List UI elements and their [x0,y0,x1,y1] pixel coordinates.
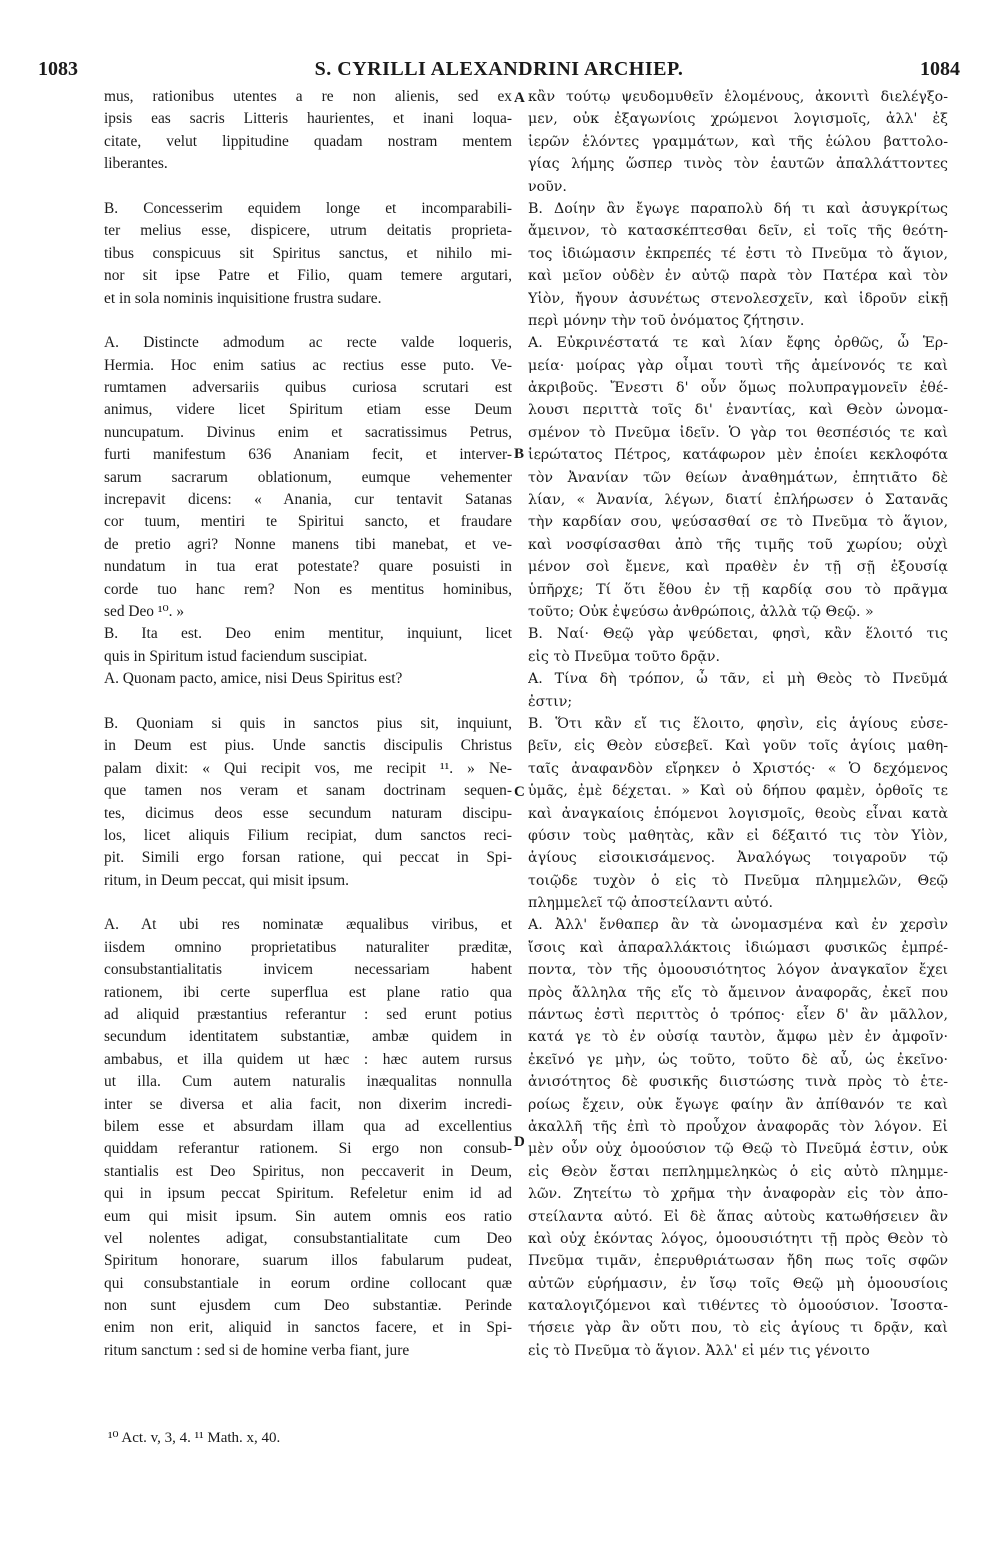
greek-line: μεν, οὐκ ἐξαγωνίοις χρώμενοι λογισμοῖς, ἀλλ' ἐξ [528,111,948,128]
page-number-left: 1083 [38,58,78,80]
greek-line: καταλογιζόμενοι καὶ τιθέντες τὸ ὁμοούσιον. Ἰσοστα- [528,1298,948,1315]
greek-line: ἴσοις καὶ ἀπαραλλάκτοις ἰδιώμασι φυσικῶς ἐμπρέ- [528,939,948,956]
greek-column [528,86,948,1362]
greek-line: Υἱὸν, ἤγουν ἀσυνέτως στενολεσχεῖν, καὶ ἱδροῦν εἰκῇ [528,290,948,307]
greek-line: ἀνισότητος δὲ φυσικῆς διιστώσης τινὰ πρὸς τὸ ἑτε- [528,1074,948,1091]
latin-line: ut illa. Cum autem naturalis inæqualitas nonnulla [104,1073,512,1091]
latin-line: tes, dicimus deos esse secundum naturam discipu- [104,804,512,822]
greek-line: ἱερώτατος Πέτρος, κατάφωρον μὲν ἐποίει κεκλοφότα [528,447,948,464]
running-title: S. CYRILLI ALEXANDRINI ARCHIEP. [314,58,684,80]
latin-line: A. At ubi res nominatæ æqualibus viribus, et [104,916,512,934]
greek-line: ταῖς ἀναφανδὸν εἴρηκεν ὁ Χριστός· « Ὁ δεχόμενος [528,760,948,777]
margin-marker-d: D [514,1134,525,1150]
latin-line: mus, rationibus utentes a re non alienis, sed ex [104,88,512,105]
greek-line: ἐστιν; [528,693,573,710]
greek-line: βεῖν, εἰς Θεὸν εὐσεβεῖ. Καὶ γοῦν τοῖς ἁγίοις μαθη- [528,738,948,755]
latin-line: ritum, in Deum peccat, qui misit ipsum. [104,871,349,889]
greek-line: φύσιν τοὺς μαθητὰς, κἂν εἰ δέξαιτό τις τὸν Υἱὸν, [528,827,948,844]
greek-line: πάντως ἐστὶ περιττὸς ὁ τρόπος· εἶεν δ' ἂν μᾶλλον, [528,1007,948,1024]
latin-line: et in sola nominis inquisitione frustra sudare. [104,289,382,307]
latin-line: inter se diversa et alia facit, non dixerim incredi- [104,1095,512,1113]
greek-line: κἂν τούτῳ ψευδομυθεῖν ἑλομένους, ἀκονιτὶ διελέγξο- [528,89,948,105]
latin-line: B. Concesserim equidem longe et incomparabili- [104,199,512,217]
latin-line: tibus conspicuus sit Spiritus sanctus, et nihilo mi- [104,244,512,262]
latin-line: sed Deo ¹⁰. » [104,602,185,620]
margin-marker-c: C [514,784,525,800]
greek-line: ροίως ἔχειν, οὐκ ἔγωγε φαίην ἂν ἀπίθανόν τε καὶ [528,1096,948,1113]
latin-line: vel nolentes adigat, consubstantialitate cum Deo [104,1229,512,1247]
greek-line: μὲν οὖν οὐχ ὁμοούσιον τῷ Θεῷ τὸ Πνεῦμά ἐστιν, οὐκ [528,1141,948,1158]
latin-line: B. Ita est. Deo enim mentitur, inquiunt, licet [104,625,512,643]
latin-line: qui consubstantiale in eorum ordine collocant quæ [104,1274,512,1292]
latin-line: corde tuo hanc rem? Non es mentitus hominibus, [104,580,512,598]
latin-line: palam dixit: « Qui recipit vos, me recipit ¹¹. » Ne- [104,759,512,777]
latin-line: non sunt ejusdem cum Deo substantiæ. Perinde [104,1297,512,1315]
greek-line: Β. Ναί· Θεῷ γὰρ ψεύδεται, φησὶ, κἂν ἕλοιτό τις [528,626,948,643]
greek-line: καὶ νοσφίσασθαι ἀπὸ τῆς τιμῆς τοῦ χωρίου; οὐχὶ [528,536,948,553]
greek-line: Α. Ἀλλ' ἔνθαπερ ἂν τὰ ὠνομασμένα καὶ ἐν χερσὶν [528,917,948,934]
latin-line: enim non erit, aliquid in sanctos facere, et in Spi- [104,1319,512,1337]
greek-line: ἁγίους εἰσοικισάμενος. Ἀναλόγως τοιγαροῦν τῷ [528,850,948,867]
latin-line: nor sit ipse Patre et Filio, quam temere argutari, [104,267,512,285]
latin-line: que tamen nos veram et sanam doctrinam sequen- [104,782,512,800]
greek-line: λῶν. Ζητείτω τὸ χρῆμα τὴν ἀναφορὰν εἰς τὸν ἀπο- [528,1186,948,1203]
greek-line: κατά γε τὸ ἐν οὐσίᾳ ταυτὸν, ἄμφω μὲν ἐν ἀμφοῖν· [528,1029,948,1046]
latin-line: rationem, ibi certe superflua est plane ratio qua [104,983,512,1001]
greek-line: καὶ μεῖον οὐδὲν ἐν αὐτῷ παρὰ τὸν Πατέρα καὶ τὸν [528,268,948,285]
greek-line: τοῦτο; Οὐκ ἐψεύσω ἀνθρώποις, ἀλλὰ τῷ Θεῷ. » [528,603,874,620]
latin-line: qui in ipsum peccat Spiritum. Refeletur enim id ad [104,1185,512,1203]
latin-line: citate, velut lippitudine quadam nostram mentem [104,132,512,150]
margin-marker-a: A [514,90,525,106]
latin-line: liberantes. [104,155,168,173]
latin-line: iisdem omnino proprietatibus naturaliter præditæ, [104,938,512,956]
latin-line: A. Distincte admodum ac recte valde loqueris, [104,334,512,352]
greek-line: εἰς τὸ Πνεῦμα τὸ ἅγιον. Ἀλλ' εἰ μέν τις γένοιτο [528,1342,870,1359]
latin-line: cor tuum, mentiri te Spiritui sancto, et fraudare [104,513,512,531]
latin-line: nuncupatum. Divinus enim et sacratissimus Petrus, [104,423,512,441]
greek-line: καὶ οὐχ ἑκόντας λόγος, ὁμοουσιότητι τῇ πρὸς Θεὸν τὸ [528,1230,948,1247]
greek-line: ἄμεινον, τὸ κατασκέπτεσθαι δεῖν, εἰ τοῖς τῆς θεότη- [528,223,948,240]
latin-line: ritum sanctum : sed si de homine verba fiant, jure [104,1341,410,1359]
latin-line: ter melius esse, dispicere, utrum deitatis proprieta- [104,222,512,240]
greek-line: ἐκεῖνό γε μὴν, ὡς τοῦτο, τοῦτο δὲ αὖ, ὡς ἐκεῖνο· [528,1051,948,1068]
margin-marker-b: B [514,446,525,462]
latin-line: secundum identitatem substantiæ, ambæ quidem in [104,1028,512,1046]
greek-line: τὴν καρδίαν σου, ψεύσασθαί σε τὸ Πνεῦμα τὸ ἅγιον, [528,514,948,531]
greek-line: τὸν Ἀνανίαν τῶν θείων ἀναθημάτων, ἐπητιᾶτο δὲ [528,469,948,486]
latin-line: B. Quoniam si quis in sanctos pius sit, inquiunt, [104,714,512,732]
greek-line: στείλαντα αὐτό. Εἰ δὲ ἅπας αὐτοὺς κατωθήσειεν ἂν [528,1208,948,1225]
greek-line: ποντα, τὸν τῆς ὁμοουσιότητος λόγον ἀναγκαῖον ἔχει [528,962,948,979]
latin-line: in Deum est pius. Unde sanctis discipulis Christus [104,737,512,755]
latin-paragraph-gap [104,176,512,198]
latin-line: quiddam referantur rationem. Si ergo non consub- [104,1140,512,1158]
greek-line: τος ἰδιώμασιν ἐκπρεπές τέ ἐστι τὸ Πνεῦμα τὸ ἅγιον, [528,245,948,262]
footnotes: ¹⁰ Act. v, 3, 4. ¹¹ Math. x, 40. [108,1430,281,1446]
greek-line: Β. Ὅτι κἂν εἴ τις ἕλοιτο, φησὶν, εἰς ἁγίους εὐσε- [528,715,948,732]
greek-line: καὶ ἀναγκαίοις ἑπόμενοι λογισμοῖς, θεοὺς εἶναι κατὰ [528,805,948,822]
greek-line: ὑμᾶς, ἐμὲ δέχεται. » Καὶ οὐ δήπου φαμὲν, ὀρθοῖς τε [528,783,948,800]
greek-line: εἰς Θεὸν ἔσται πεπλημμεληκὼς ὁ εἰς αὐτὸ πλημμε- [528,1163,948,1180]
greek-line: πρὸς ἄλληλα τῆς εἴς τὸ ἄμεινον ἀναφορᾶς, ἐκεῖ που [528,984,948,1001]
greek-line: τήσειε γὰρ ἂν οὔτι που, τὸ εἰς ἁγίους τι δρᾷν, καὶ [528,1320,948,1337]
greek-line: Α. Εὐκρινέστατά τε καὶ λίαν ἔφης ὀρθῶς, ὦ Ἑρ- [528,335,948,352]
greek-line: πλημμελεῖ τῷ ἀποστείλαντι αὐτό. [528,895,774,912]
greek-line: Β. Δοίην ἂν ἔγωγε παραπολὺ δή τι καὶ ἀσυγκρίτως [528,200,948,217]
greek-line: μεία· μοίρας γὰρ οἶμαι τουτὶ τῆς ἀμείνονός τε καὶ [528,357,948,374]
latin-line: quis in Spiritum istud faciendum suscipiat. [104,647,368,665]
latin-line: consubstantialitatis invicem necessariam habent [104,961,512,979]
latin-line: bilem esse et absurdam illam qua ad excellentius [104,1117,512,1135]
greek-line: τοιῷδε τυχὸν ὁ εἰς τὸ Πνεῦμα πλημμελῶν, Θεῷ [528,872,948,889]
latin-line: de pretio agri? Nonne manens tibi manebat, et ve- [104,535,512,553]
greek-line: περὶ μόνην τὴν τοῦ ὀνόματος ζήτησιν. [528,312,805,329]
greek-line: σμένον τὸ Πνεῦμα ἰδεῖν. Ὁ γὰρ τοι θεσπέσιός τε καὶ [528,424,948,441]
greek-line: λουσι περιττὰ τοῖς δι' ἐναντίας, καὶ Θεὸν ὠνομα- [528,402,948,419]
latin-line: A. Quonam pacto, amice, nisi Deus Spiritus est? [104,670,403,688]
latin-paragraph-gap [104,691,512,713]
latin-line: nundatum in tua erat potestate? quare posuisti in [104,558,512,576]
latin-line: Hermia. Hoc enim satius ac rectius esse puto. Ve- [104,356,512,374]
latin-line: los, licet aliquis Filium recipiat, dum sanctos reci- [104,826,512,844]
latin-line: ambabus, et illa quidem ut hæc : hæc autem rursus [104,1050,512,1068]
latin-line: Spiritum honorare, suarum illos fabularum pudeat, [104,1252,512,1270]
greek-line: Πνεῦμα τιμᾶν, ἐπερυθριάτωσαν ἤδη πως τοῖς σφῶν [528,1253,948,1270]
latin-line: ipsis eas sacris Litteris haurientes, et inani loqua- [104,110,512,128]
latin-paragraph-gap [104,310,512,332]
greek-line: λίαν, « Ἀνανία, λέγων, διατί ἐπλήρωσεν ὁ Σατανᾶς [528,492,948,509]
greek-line: εἰς τὸ Πνεῦμα τοῦτο δρᾷν. [528,648,721,665]
greek-line: νοῦν. [528,178,567,195]
latin-line: eum qui misit ipsum. Sin autem omnis eos ratio [104,1207,512,1225]
greek-line: ἱερῶν ἑλόντες γραμμάτων, καὶ τῆς ἑώλου βαττολο- [528,133,948,150]
latin-line: sarum sacrarum oblationum, eumque vehementer [104,468,512,486]
latin-paragraph-gap [104,892,512,914]
page-number-right: 1084 [920,58,960,80]
latin-line: pit. Simili ergo forsan ratione, qui peccat in Spi- [104,849,512,867]
greek-line: αὐτῶν εὑρήμασιν, ἐν ἴσῳ τοῖς Θεῷ μὴ ὁμοουσίοις [528,1275,948,1292]
greek-line: μένον σοὶ ἔμενε, καὶ πραθὲν ἐν τῇ σῇ ἐξουσίᾳ [528,559,948,576]
latin-line: furti manifestum 636 Ananiam fecit, et interver- [104,446,512,464]
latin-column [104,86,512,1362]
latin-line: stantialis est Deo Spiritus, non peccaverit in Deum, [104,1162,512,1180]
greek-line: ὑπῆρχε; Τί ὅτι ἔθου ἐν τῇ καρδίᾳ σου τὸ πρᾶγμα [528,581,948,598]
greek-line: ἀκριβοῦς. Ἔνεστι δ' οὖν ὅμως πολυπραγμονεῖν ἐθέ- [528,380,948,397]
greek-line: γίας λήμης ὥσπερ τινὸς τὸν ἑαυτῶν ἀπαλλάττοντες [528,156,948,173]
latin-line: increpavit dicens: « Anania, cur tentavit Satanas [104,491,512,509]
latin-line: ad aliquid præstantius referantur : sed erunt potius [104,1006,512,1024]
latin-line: animus, videre licet Spiritum etiam esse Deum [104,401,512,419]
greek-line: ἀκαλλῆ τῆς ἐπὶ τὸ προὖχον ἀναφορᾶς τὸν λόγον. Εἰ [528,1118,948,1135]
latin-line: rumtamen adversariis quibus curiosa scrutari est [104,379,512,397]
greek-line: Α. Τίνα δὴ τρόπον, ὦ τᾶν, εἰ μὴ Θεὸς τὸ Πνεῦμά [528,671,948,688]
running-head [38,58,960,84]
